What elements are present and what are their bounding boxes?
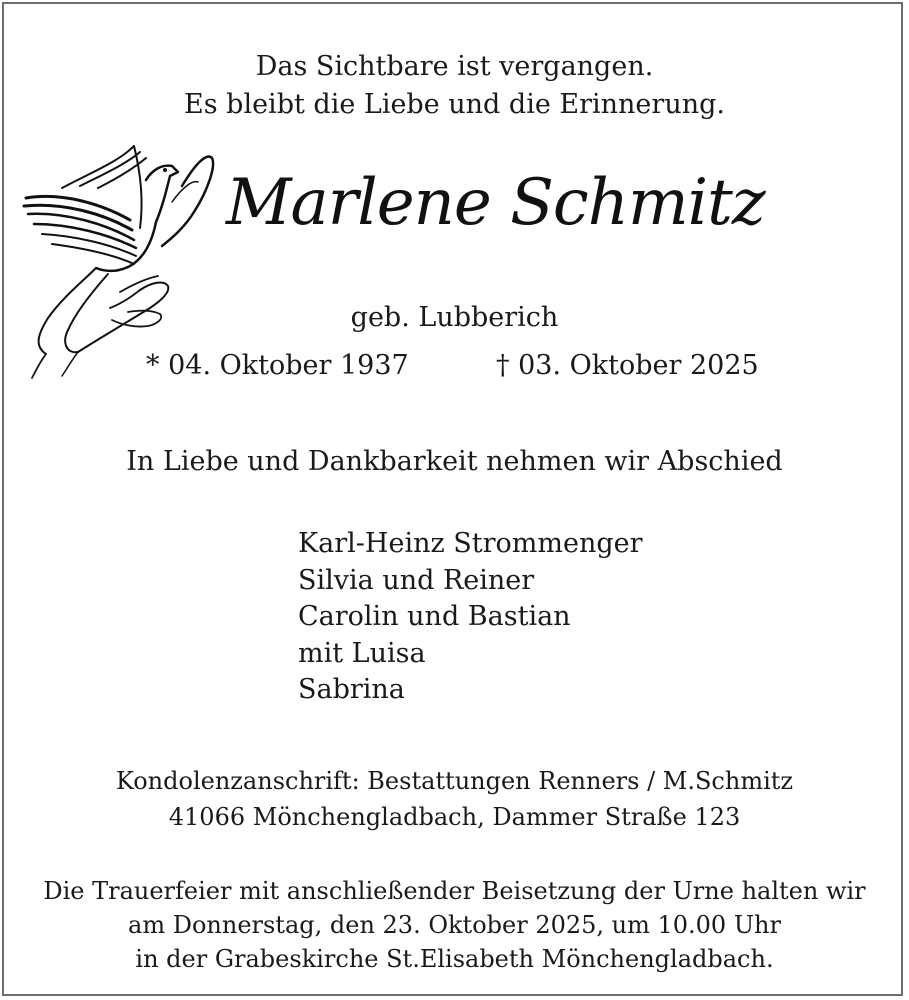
ceremony-line-3: in der Grabeskirche St.Elisabeth Mönchengladbach. <box>135 945 774 973</box>
ceremony-info <box>0 874 909 976</box>
quote-line-2: Es bleibt die Liebe und die Erinnerung. <box>184 89 725 120</box>
maiden-name: geb. Lubberich <box>350 302 559 333</box>
quote <box>0 48 909 124</box>
mourner: Carolin und Bastian <box>298 601 571 632</box>
mourner: Sabrina <box>298 674 405 705</box>
mourner: mit Luisa <box>298 637 426 669</box>
death-date: † 03. Oktober 2025 <box>496 350 759 381</box>
ceremony-line-1: Die Trauerfeier mit anschließender Beisetzung der Urne halten wir <box>43 877 866 905</box>
dove-and-hand-icon <box>22 142 232 382</box>
deceased-name: Marlene Schmitz <box>226 166 765 240</box>
mourner: Karl-Heinz Strommenger <box>298 528 643 559</box>
mourners-list <box>298 526 643 709</box>
condolence-line-2: 41066 Mönchengladbach, Dammer Straße 123 <box>168 803 741 831</box>
mourner: Silvia und Reiner <box>298 564 535 596</box>
ceremony-line-2: am Donnerstag, den 23. Oktober 2025, um 10.00 Uhr <box>128 911 781 939</box>
quote-line-1: Das Sichtbare ist vergangen. <box>255 51 654 82</box>
farewell-intro: In Liebe und Dankbarkeit nehmen wir Abschied <box>126 446 783 477</box>
condolence-line-1: Kondolenzanschrift: Bestattungen Renners / M.Schmitz <box>115 767 794 795</box>
birth-date: * 04. Oktober 1937 <box>146 350 409 381</box>
condolence-address <box>0 763 909 835</box>
